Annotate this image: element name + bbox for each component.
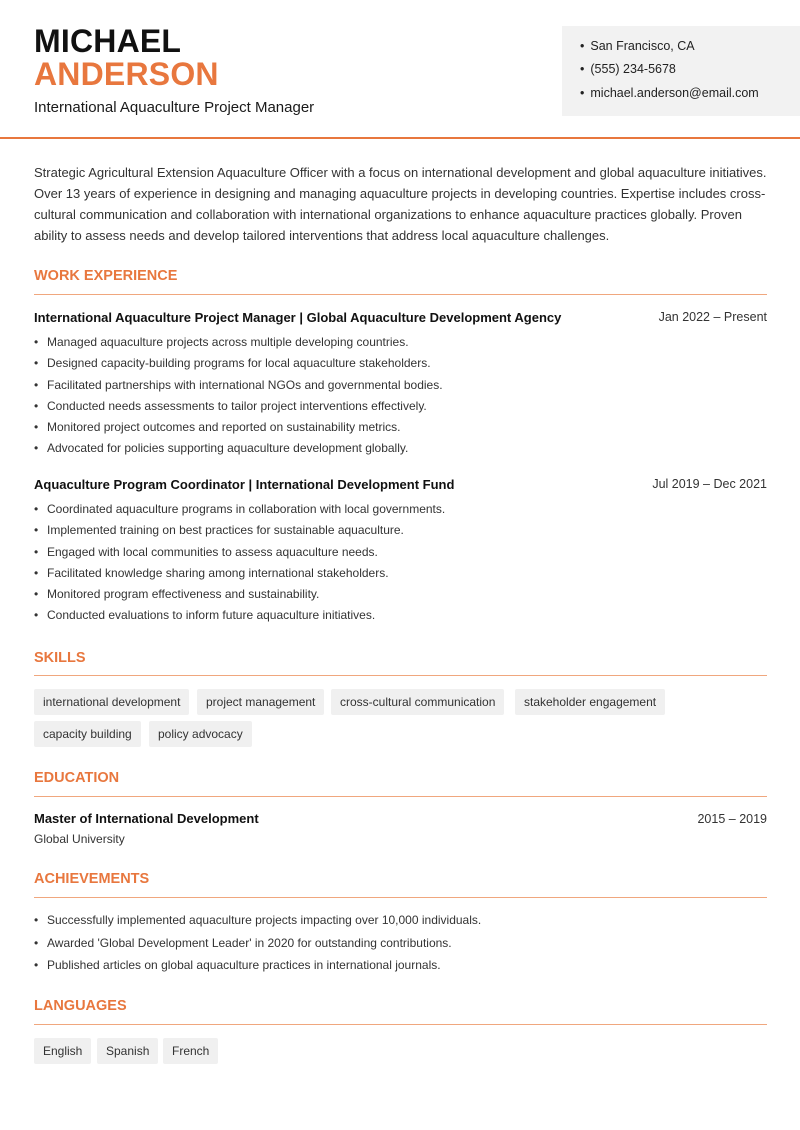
skill-tag: policy advocacy [149,721,252,747]
list-item: • Advocated for policies supporting aquaculture development globally. [34,438,764,459]
language-tag: French [163,1038,218,1064]
section-title-work: WORK EXPERIENCE [34,268,178,284]
contact-box [562,26,800,116]
education-school: Global University [34,832,125,846]
language-tag: English [34,1038,91,1064]
section-title-skills: SKILLS [34,650,86,666]
section-divider [34,796,767,797]
job-bullets [34,499,764,627]
section-title-achievements: ACHIEVEMENTS [34,871,150,887]
skill-tag: capacity building [34,721,141,747]
list-item: • Awarded 'Global Development Leader' in 2020 for outstanding contributions. [34,932,764,955]
job-dates: Jan 2022 – Present [658,310,767,324]
last-name: ANDERSON [34,56,219,92]
summary: Strategic Agricultural Extension Aquaculture Officer with a focus on international development and global aquaculture initiatives. Over 13 years of experience in designing and managing aquaculture projects in developing countries. Expertise includes cross-cultural communication and collaboration with international organizations to enhance aquaculture practices globally. Proven ability to assess needs and develop tailored interventions that address local aquaculture challenges. [34,165,767,243]
section-divider [34,1024,767,1025]
list-item: • Monitored program effectiveness and sustainability. [34,584,764,605]
list-item: • Engaged with local communities to assess aquaculture needs. [34,542,764,563]
first-name: MICHAEL [34,23,182,59]
list-item: • Successfully implemented aquaculture projects impacting over 10,000 individuals. [34,909,764,932]
education-degree: Master of International Development [34,811,259,826]
section-divider [34,897,767,898]
contact-location: • San Francisco, CA [580,39,695,53]
skill-tag: project management [197,689,324,715]
list-item: • Facilitated partnerships with international NGOs and governmental bodies. [34,375,764,396]
section-title-languages: LANGUAGES [34,998,127,1014]
list-item: • Facilitated knowledge sharing among international stakeholders. [34,563,764,584]
list-item: • Coordinated aquaculture programs in collaboration with local governments. [34,499,764,520]
list-item: • Conducted needs assessments to tailor project interventions effectively. [34,396,764,417]
list-item: • Published articles on global aquaculture practices in international journals. [34,954,764,977]
contact-phone: • (555) 234-5678 [580,62,676,76]
skill-tag: stakeholder engagement [515,689,665,715]
list-item: • Implemented training on best practices for sustainable aquaculture. [34,520,764,541]
job-dates: Jul 2019 – Dec 2021 [652,477,767,491]
section-divider [34,294,767,295]
list-item: • Conducted evaluations to inform future aquaculture initiatives. [34,605,764,626]
list-item: • Monitored project outcomes and reported on sustainability metrics. [34,417,764,438]
language-tag: Spanish [97,1038,158,1064]
achievements-list [34,909,764,977]
list-item: • Designed capacity-building programs for local aquaculture stakeholders. [34,353,764,374]
section-title-education: EDUCATION [34,770,120,786]
education-dates: 2015 – 2019 [697,812,767,826]
job-title: International Aquaculture Project Manager [34,99,315,116]
skill-tag: cross-cultural communication [331,689,504,715]
job-heading: International Aquaculture Project Manager | Global Aquaculture Development Agency [34,310,562,325]
section-divider [34,675,767,676]
job-heading: Aquaculture Program Coordinator | International Development Fund [34,477,455,492]
skill-tag: international development [34,689,189,715]
list-item: • Managed aquaculture projects across multiple developing countries. [34,332,764,353]
job-bullets [34,332,764,460]
contact-email: • michael.anderson@email.com [580,86,759,100]
resume-header [0,0,800,139]
